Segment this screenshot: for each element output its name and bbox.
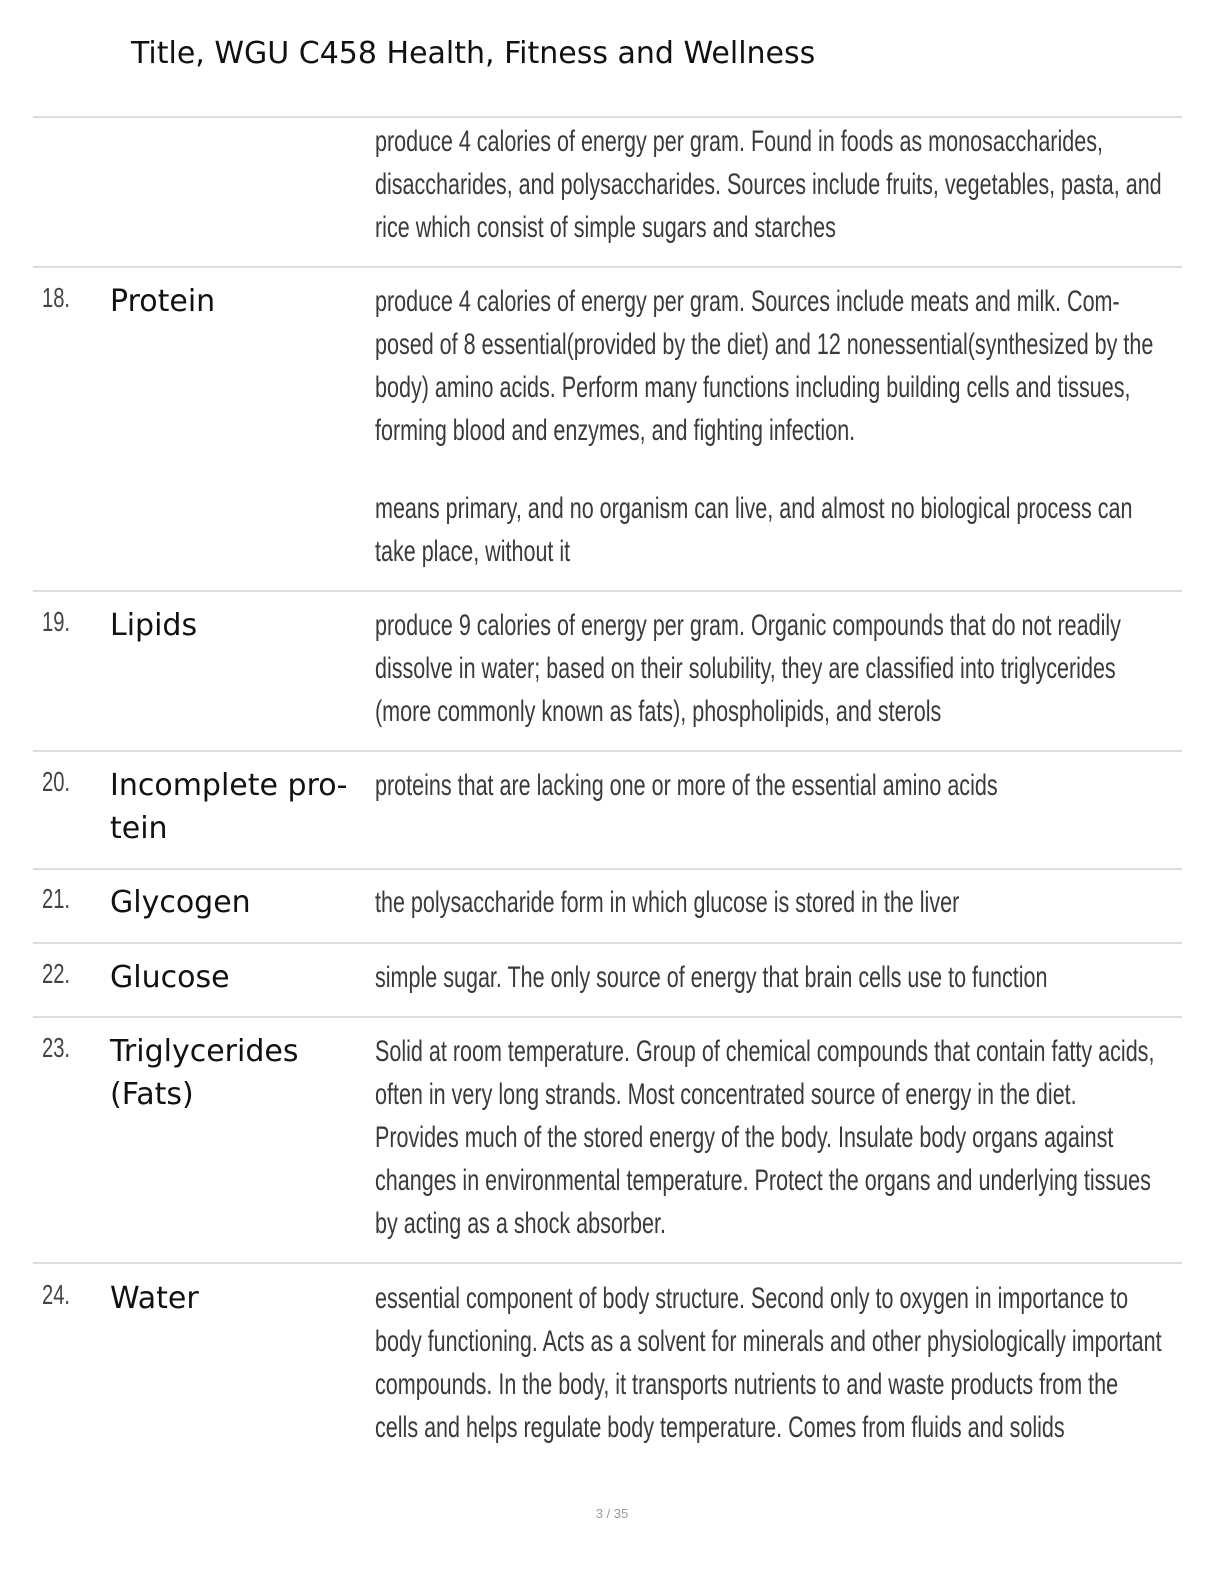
entry-number: 19. [42,606,71,637]
entry-number: 20. [42,766,71,797]
definition-paragraph: produce 4 calories of energy per gram. Found in foods as monosaccharides, disaccharides, and polysaccharides. Sources include fruits, vegetables, pasta, and rice which consist of simple sugars and starches [375,125,1162,244]
entry-number: 22. [42,958,71,989]
entry-number: 18. [42,282,71,313]
entry-definition [375,604,1165,733]
entry-definition [375,1030,1165,1245]
entry-definition [375,881,1165,924]
definition-paragraph: essential component of body structure. Second only to oxygen in importance to body functioning. Acts as a solvent for minerals and other physiologically important compounds. In the body, it transports nutrients to and waste products from the cells and helps regulate body temperature. Comes from fluids and solids [375,1282,1162,1444]
divider [33,266,1182,268]
entry-number: 21. [42,883,71,914]
divider [33,1262,1182,1264]
entry-term: Lipids [110,608,198,643]
definition-paragraph: proteins that are lacking one or more of the essential amino acids [375,769,998,802]
definition-paragraph: Solid at room temperature. Group of chemical compounds that contain fatty acids, often in very long strands. Most concentrated source of energy in the diet. Provides much of the stored energy of the body. Insulate body organs against changes in environmental temperature. Protect the organs and underlying tissues by acting as a shock absorber. [375,1035,1155,1240]
divider [33,750,1182,752]
divider [33,942,1182,944]
entry-definition [375,764,1165,807]
document-title: Title, WGU C458 Health, Fitness and Wellness [131,36,816,71]
entry-term: Protein [110,284,216,319]
entry-definition [375,1277,1165,1449]
divider [33,868,1182,870]
entry-definition [375,120,1165,249]
divider [33,590,1182,592]
entry-number: 23. [42,1032,71,1063]
entry-definition [375,956,1165,999]
definition-paragraph: produce 4 calories of energy per gram. Sources include meats and milk. Composed of 8 essential(provided by the diet) and 12 nonessential(synthesized by the body) amino acids. Perform many functions including building cells and tissues, forming blood and enzymes, and fighting infection. [375,285,1154,447]
entry-number: 24. [42,1279,71,1310]
definition-paragraph: produce 9 calories of energy per gram. Organic compounds that do not readily dissolve in water; based on their solubility, they are classified into triglycerides (more commonly known as fats), phospholipids, and sterols [375,609,1121,728]
definition-paragraph: means primary, and no organism can live, and almost no biological process can take place, without it [375,492,1133,568]
entry-term: Incomplete protein [110,768,348,846]
page-indicator: 3 / 35 [595,1506,629,1521]
entry-term: Glycogen [110,885,251,920]
entry-term: Water [110,1281,199,1316]
definition-paragraph: the polysaccharide form in which glucose is stored in the liver [375,886,960,919]
entry-definition [375,280,1165,573]
definition-paragraph: simple sugar. The only source of energy that brain cells use to function [375,961,1048,994]
divider [33,1016,1182,1018]
entry-term: Triglycerides (Fats) [110,1034,299,1112]
divider [33,116,1182,118]
entry-term: Glucose [110,960,230,995]
